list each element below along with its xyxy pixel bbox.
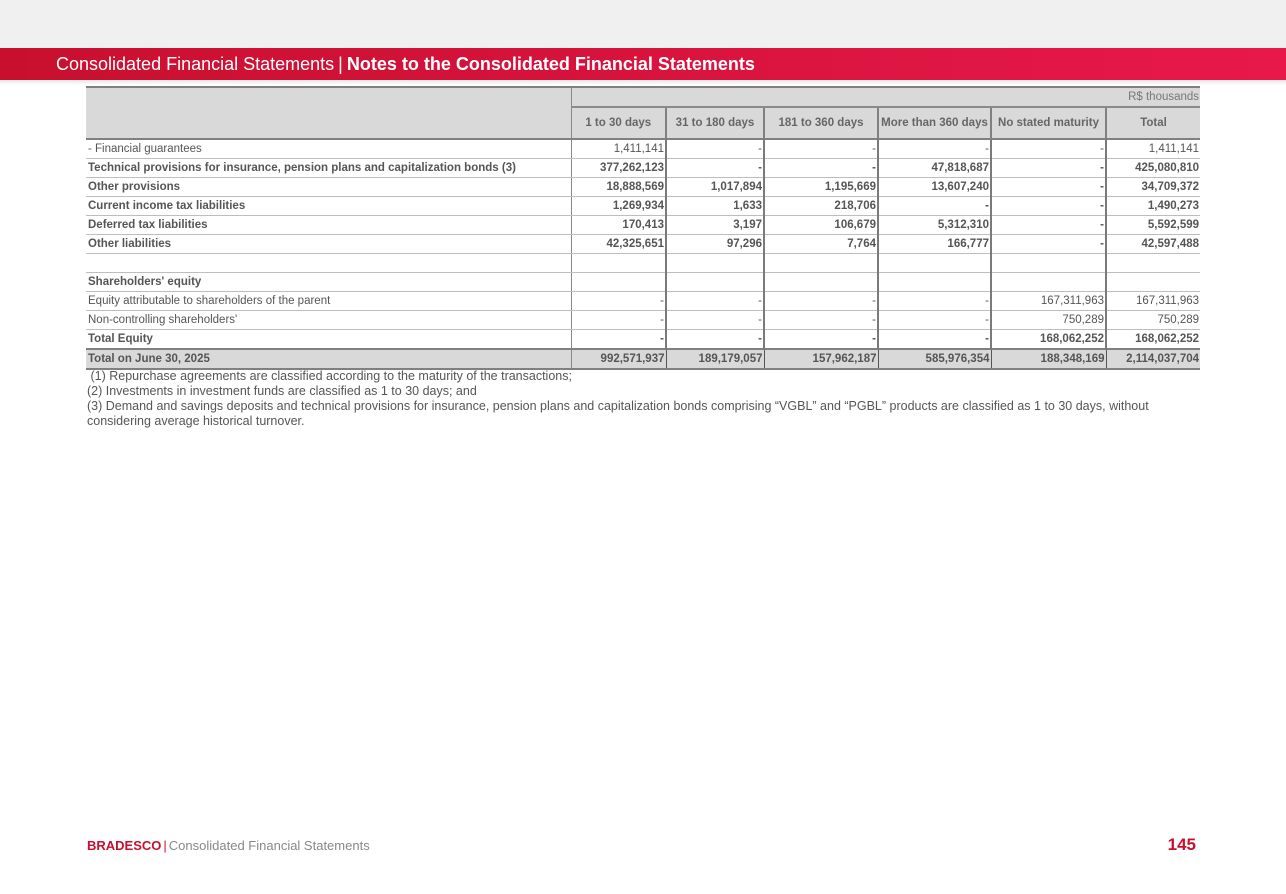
column-header: 181 to 360 days bbox=[764, 107, 878, 139]
column-header: Total bbox=[1106, 107, 1200, 139]
maturity-table bbox=[86, 86, 1200, 370]
top-margin bbox=[0, 0, 1286, 48]
cell-value: - bbox=[878, 197, 991, 216]
table-row bbox=[86, 139, 1200, 159]
cell-value: 1,633 bbox=[666, 197, 764, 216]
footer-separator: | bbox=[163, 838, 167, 853]
row-label: - Financial guarantees bbox=[86, 139, 571, 159]
cell-value: 1,490,273 bbox=[1106, 197, 1200, 216]
footer-brand: BRADESCO bbox=[87, 838, 162, 853]
cell-value: 34,709,372 bbox=[1106, 178, 1200, 197]
cell-value: - bbox=[878, 311, 991, 330]
cell-value: 168,062,252 bbox=[1106, 330, 1200, 350]
cell-value bbox=[991, 273, 1106, 292]
footnote: (1) Repurchase agreements are classified according to the maturity of the transactions; bbox=[87, 369, 572, 383]
cell-value: 170,413 bbox=[571, 216, 666, 235]
cell-value: 106,679 bbox=[764, 216, 878, 235]
cell-value: - bbox=[991, 235, 1106, 254]
footer-subtitle: Consolidated Financial Statements bbox=[168, 838, 370, 853]
cell-value: 167,311,963 bbox=[1106, 292, 1200, 311]
cell-value: 13,607,240 bbox=[878, 178, 991, 197]
column-header: No stated maturity bbox=[991, 107, 1106, 139]
table-row bbox=[86, 216, 1200, 235]
cell-value: - bbox=[764, 311, 878, 330]
cell-value bbox=[991, 254, 1106, 273]
cell-value: - bbox=[991, 216, 1106, 235]
banner-separator: | bbox=[338, 54, 343, 74]
total-value: 2,114,037,704 bbox=[1106, 349, 1200, 369]
cell-value: 18,888,569 bbox=[571, 178, 666, 197]
footnote: (3) Demand and savings deposits and technical provisions for insurance, pension plans and capitalization bonds comprising “VGBL” and “PGBL” products are classified as 1 to 30 days, without considering average historical turnover. bbox=[87, 399, 1149, 428]
cell-value: - bbox=[878, 292, 991, 311]
footnotes bbox=[87, 369, 1197, 429]
column-header: 1 to 30 days bbox=[571, 107, 666, 139]
banner-shadow bbox=[0, 80, 1286, 85]
cell-value bbox=[571, 254, 666, 273]
cell-value: 3,197 bbox=[666, 216, 764, 235]
row-label: Shareholders' equity bbox=[86, 273, 571, 292]
cell-value: - bbox=[571, 330, 666, 350]
cell-value: 1,195,669 bbox=[764, 178, 878, 197]
banner-section: Consolidated Financial Statements bbox=[56, 54, 335, 74]
cell-value: - bbox=[764, 139, 878, 159]
table-row bbox=[86, 159, 1200, 178]
cell-value: - bbox=[878, 330, 991, 350]
table-row bbox=[86, 235, 1200, 254]
cell-value bbox=[878, 254, 991, 273]
cell-value bbox=[1106, 273, 1200, 292]
footer bbox=[87, 838, 370, 853]
cell-value: 750,289 bbox=[991, 311, 1106, 330]
cell-value bbox=[764, 273, 878, 292]
total-value: 992,571,937 bbox=[571, 349, 666, 369]
table-row bbox=[86, 197, 1200, 216]
row-label: Other liabilities bbox=[86, 235, 571, 254]
cell-value: 5,592,599 bbox=[1106, 216, 1200, 235]
column-header: More than 360 days bbox=[878, 107, 991, 139]
cell-value: 1,017,894 bbox=[666, 178, 764, 197]
cell-value: - bbox=[878, 139, 991, 159]
cell-value: - bbox=[571, 311, 666, 330]
cell-value: 42,597,488 bbox=[1106, 235, 1200, 254]
total-label: Total on June 30, 2025 bbox=[86, 349, 571, 369]
header-blank-cell bbox=[86, 87, 571, 139]
cell-value: 1,411,141 bbox=[571, 139, 666, 159]
row-label: Current income tax liabilities bbox=[86, 197, 571, 216]
cell-value: 47,818,687 bbox=[878, 159, 991, 178]
cell-value: - bbox=[991, 197, 1106, 216]
cell-value bbox=[1106, 254, 1200, 273]
cell-value bbox=[878, 273, 991, 292]
cell-value: 7,764 bbox=[764, 235, 878, 254]
cell-value bbox=[666, 273, 764, 292]
row-label: Total Equity bbox=[86, 330, 571, 350]
cell-value: 5,312,310 bbox=[878, 216, 991, 235]
cell-value: 750,289 bbox=[1106, 311, 1200, 330]
section-banner bbox=[0, 48, 1286, 80]
cell-value: - bbox=[991, 139, 1106, 159]
cell-value: 168,062,252 bbox=[991, 330, 1106, 350]
table-row bbox=[86, 330, 1200, 350]
column-header: 31 to 180 days bbox=[666, 107, 764, 139]
total-value: 157,962,187 bbox=[764, 349, 878, 369]
cell-value: 1,269,934 bbox=[571, 197, 666, 216]
table-row bbox=[86, 178, 1200, 197]
row-label bbox=[86, 254, 571, 273]
footnote: (2) Investments in investment funds are classified as 1 to 30 days; and bbox=[87, 384, 477, 398]
total-value: 188,348,169 bbox=[991, 349, 1106, 369]
cell-value: 42,325,651 bbox=[571, 235, 666, 254]
cell-value: - bbox=[666, 330, 764, 350]
unit-row bbox=[86, 87, 1200, 107]
cell-value: 377,262,123 bbox=[571, 159, 666, 178]
table-row bbox=[86, 273, 1200, 292]
cell-value bbox=[764, 254, 878, 273]
cell-value: - bbox=[666, 311, 764, 330]
cell-value: 97,296 bbox=[666, 235, 764, 254]
cell-value: 166,777 bbox=[878, 235, 991, 254]
total-value: 585,976,354 bbox=[878, 349, 991, 369]
cell-value: - bbox=[764, 292, 878, 311]
cell-value: - bbox=[764, 159, 878, 178]
cell-value: 167,311,963 bbox=[991, 292, 1106, 311]
page-number: 145 bbox=[1167, 835, 1196, 854]
total-row bbox=[86, 349, 1200, 369]
cell-value: - bbox=[666, 139, 764, 159]
row-label: Technical provisions for insurance, pension plans and capitalization bonds (3) bbox=[86, 159, 571, 178]
cell-value: - bbox=[571, 292, 666, 311]
row-label: Deferred tax liabilities bbox=[86, 216, 571, 235]
table-row bbox=[86, 292, 1200, 311]
row-label: Equity attributable to shareholders of the parent bbox=[86, 292, 571, 311]
unit-label: R$ thousands bbox=[571, 87, 1200, 107]
cell-value: - bbox=[666, 159, 764, 178]
cell-value bbox=[666, 254, 764, 273]
table-body bbox=[86, 139, 1200, 369]
cell-value: - bbox=[666, 292, 764, 311]
cell-value bbox=[571, 273, 666, 292]
cell-value: 425,080,810 bbox=[1106, 159, 1200, 178]
cell-value: - bbox=[991, 178, 1106, 197]
total-value: 189,179,057 bbox=[666, 349, 764, 369]
cell-value: - bbox=[764, 330, 878, 350]
cell-value: 218,706 bbox=[764, 197, 878, 216]
cell-value: - bbox=[991, 159, 1106, 178]
row-label: Non-controlling shareholders' bbox=[86, 311, 571, 330]
table-row bbox=[86, 254, 1200, 273]
row-label: Other provisions bbox=[86, 178, 571, 197]
banner-title: Notes to the Consolidated Financial Statements bbox=[346, 54, 755, 74]
cell-value: 1,411,141 bbox=[1106, 139, 1200, 159]
table-row bbox=[86, 311, 1200, 330]
